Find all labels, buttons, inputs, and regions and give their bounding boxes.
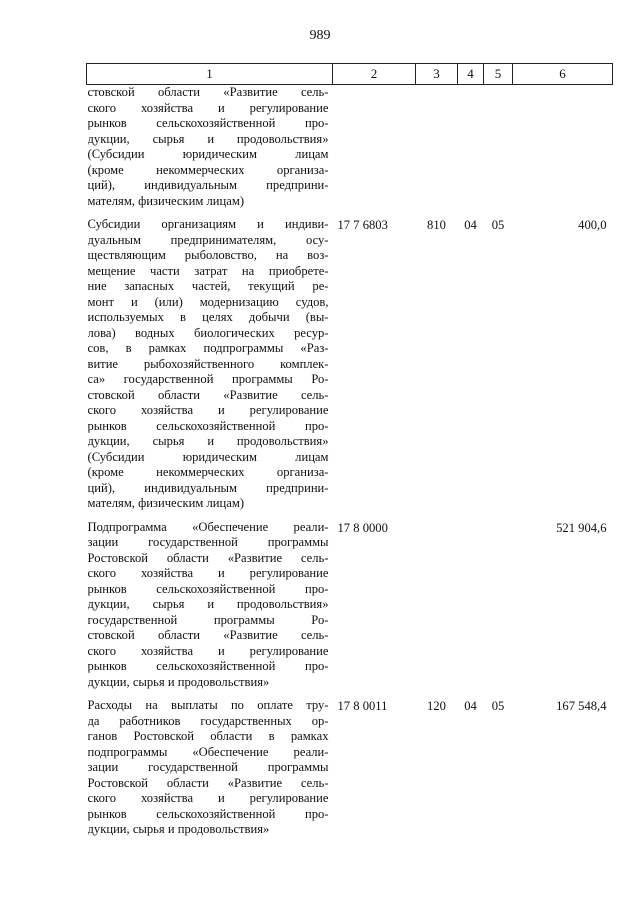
column-header-4: 4 xyxy=(458,64,484,85)
description-line: Подпрограмма «Обеспечение реали- xyxy=(87,519,329,534)
column-header-2: 2 xyxy=(333,64,416,85)
description-line: дуальным предпринимателям, осу- xyxy=(87,232,329,247)
table-row xyxy=(87,698,613,838)
column-header-3: 3 xyxy=(416,64,458,85)
description-line: дукции, сырья и продовольствия» xyxy=(87,597,329,611)
description-line: ций), индивидуальным предприни- xyxy=(87,480,329,495)
description-line: сов, в рамках подпрограммы «Раз- xyxy=(87,341,329,355)
row-code: 17 7 6803 xyxy=(337,218,388,232)
row-section: 04 xyxy=(464,699,477,713)
description-line: ганов Ростовской области в рамках xyxy=(87,729,329,743)
description-line: дукции, сырья и продовольствия» xyxy=(87,674,270,689)
description-line: ского хозяйства и регулирование xyxy=(87,566,329,580)
row-spacer-cell xyxy=(87,690,613,698)
page-number: 989 xyxy=(309,28,331,43)
row-spacer-cell xyxy=(87,209,613,217)
row-spacer-cell xyxy=(87,512,613,520)
description-line: витие рыбохозяйственного комплек- xyxy=(87,356,329,371)
description-line: Расходы на выплаты по оплате тру- xyxy=(87,698,329,712)
description-line: государственной программы Ро- xyxy=(87,612,329,627)
row-section: 04 xyxy=(464,218,477,232)
table-row xyxy=(87,520,613,691)
description-line: да работников государственных ор- xyxy=(87,713,329,728)
description-line: ского хозяйства и регулирование xyxy=(87,791,329,805)
row-amount: 167 548,4 xyxy=(556,699,607,713)
description-line: (кроме некоммерческих организа- xyxy=(87,162,329,177)
row-amount xyxy=(513,85,613,210)
description-line: Субсидии организациям и индиви- xyxy=(87,217,329,231)
description-line: ние запасных частей, текущий ре- xyxy=(87,279,329,293)
description-line: стовской области «Развитие сель- xyxy=(87,387,329,402)
row-code: 17 8 0011 xyxy=(337,699,388,713)
row-subsection xyxy=(484,85,513,210)
description-line: рынков сельскохозяйственной про- xyxy=(87,116,329,130)
column-header-5: 5 xyxy=(484,64,513,85)
row-subsection xyxy=(484,520,513,691)
description-line: ского хозяйства и регулирование xyxy=(87,643,329,658)
description-line: рынков сельскохозяйственной про- xyxy=(87,581,329,596)
row-section xyxy=(458,85,484,210)
row-expense-type xyxy=(416,85,458,210)
row-amount: 521 904,6 xyxy=(556,520,607,535)
table-header-row xyxy=(87,64,613,85)
row-spacer xyxy=(87,690,613,698)
row-code xyxy=(333,85,416,210)
description-line: стовской области «Развитие сель- xyxy=(87,85,329,99)
description-line: зации государственной программы xyxy=(87,535,329,549)
description-line: мещение части затрат на приобрете- xyxy=(87,263,329,278)
description-line: ществляющим рыболовство, на воз- xyxy=(87,248,329,262)
description-line: монт и (или) модернизацию судов, xyxy=(87,294,329,309)
description-line: дукции, сырья и продовольствия» xyxy=(87,822,270,836)
description-line: дукции, сырья и продовольствия» xyxy=(87,434,329,448)
description-line: дукции, сырья и продовольствия» xyxy=(87,131,329,146)
row-description xyxy=(87,85,333,210)
row-description xyxy=(87,217,333,512)
table-row xyxy=(87,217,613,512)
description-line: подпрограммы «Обеспечение реали- xyxy=(87,744,329,759)
description-line: лова) водных биологических ресур- xyxy=(87,325,329,340)
description-line: зации государственной программы xyxy=(87,760,329,774)
description-line: ций), индивидуальным предприни- xyxy=(87,178,329,192)
description-line: (Субсидии юридическим лицам xyxy=(87,147,329,161)
row-expense-type xyxy=(416,520,458,691)
description-line: рынков сельскохозяйственной про- xyxy=(87,418,329,433)
description-line: рынков сельскохозяйственной про- xyxy=(87,659,329,673)
row-expense-type: 810 xyxy=(427,218,446,232)
description-line: мателям, физическим лицам) xyxy=(87,496,245,510)
row-expense-type: 120 xyxy=(427,699,446,713)
description-line: рынков сельскохозяйственной про- xyxy=(87,806,329,821)
table-row xyxy=(87,85,613,210)
row-amount: 400,0 xyxy=(578,218,607,232)
row-spacer xyxy=(87,209,613,217)
row-description xyxy=(87,520,333,691)
description-line: са» государственной программы Ро- xyxy=(87,372,329,386)
row-spacer xyxy=(87,512,613,520)
description-line: (Субсидии юридическим лицам xyxy=(87,449,329,464)
description-line: Ростовской области «Развитие сель- xyxy=(87,775,329,790)
row-section xyxy=(458,520,484,691)
description-line: ского хозяйства и регулирование xyxy=(87,100,329,115)
description-line: стовской области «Развитие сель- xyxy=(87,628,329,642)
row-code: 17 8 0000 xyxy=(337,520,388,535)
column-header-6: 6 xyxy=(513,64,613,85)
row-subsection: 05 xyxy=(491,218,505,232)
description-line: Ростовской области «Развитие сель- xyxy=(87,550,329,565)
description-line: (кроме некоммерческих организа- xyxy=(87,465,329,479)
description-line: мателям, физическим лицам) xyxy=(87,193,245,208)
row-subsection: 05 xyxy=(491,699,505,713)
budget-table xyxy=(86,63,613,838)
description-line: используемых в целях добычи (вы- xyxy=(87,310,329,324)
description-line: ского хозяйства и регулирование xyxy=(87,403,329,417)
row-description xyxy=(87,698,333,838)
column-header-1: 1 xyxy=(87,64,333,85)
